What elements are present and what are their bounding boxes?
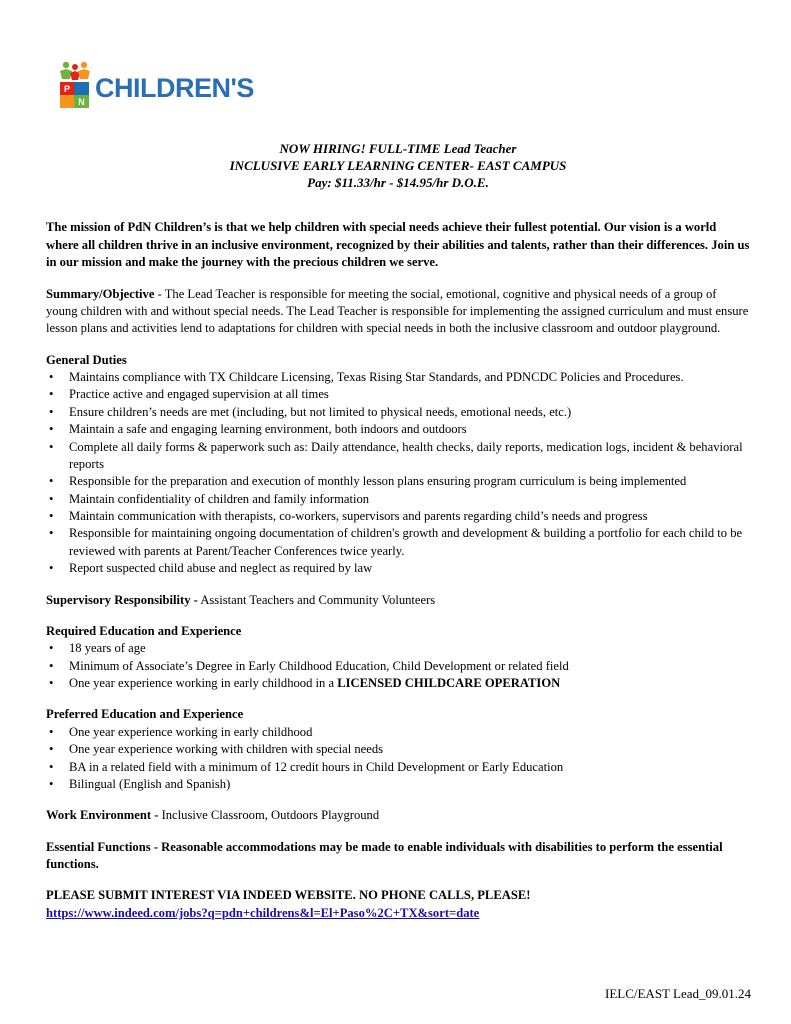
indeed-link[interactable]: https://www.indeed.com/jobs?q=pdn+childrens&l=El+Paso%2C+TX&sort=date [46,905,480,920]
supervisory-label: Supervisory Responsibility - [46,592,198,607]
list-item: • Maintain communication with therapists, co-workers, supervisors and parents regarding child’s needs and progress [46,508,750,525]
list-item: • Maintain a safe and engaging learning environment, both indoors and outdoors [46,421,750,438]
list-item: • Maintains compliance with TX Childcare Licensing, Texas Rising Star Standards, and PDNCDC Policies and Procedures. [46,369,750,386]
submit-instructions: PLEASE SUBMIT INTEREST VIA INDEED WEBSITE. NO PHONE CALLS, PLEASE! [46,888,531,903]
preferred-list [46,724,750,794]
list-item: • BA in a related field with a minimum of 12 credit hours in Child Development or Early Education [46,759,750,776]
required-list [46,640,750,692]
general-duties-list [46,369,750,578]
job-location: INCLUSIVE EARLY LEARNING CENTER- EAST CAMPUS [229,158,567,174]
job-pay: Pay: $11.33/hr - $14.95/hr D.O.E. [307,175,489,191]
list-item: • Practice active and engaged supervision at all times [46,386,750,403]
logo-text: CHILDREN'S [95,73,254,104]
required-section [46,623,750,693]
preferred-section [46,706,750,793]
logo-icon [58,60,92,110]
mission-statement: The mission of PdN Children’s is that we help children with special needs achieve their fullest potential. Our vision is a world where all children thrive in an inclusive environment, recognized by their abilities and talents, rather than their differences. Join us in our mission and make the journey with the precious children we serve. [46,220,750,270]
job-header [46,140,750,191]
logo [58,60,254,110]
list-item: • Maintain confidentiality of children and family information [46,491,750,508]
general-duties-title: General Duties [46,352,127,367]
job-title: NOW HIRING! FULL-TIME Lead Teacher [279,141,517,156]
required-item3-bold: LICENSED CHILDCARE OPERATION [337,676,561,691]
summary-objective [46,286,750,338]
svg-text:N: N [78,97,85,107]
document-body [46,140,750,922]
work-environment [46,807,750,824]
summary-label: Summary/Objective [46,286,155,301]
list-item: • Responsible for the preparation and execution of monthly lesson plans ensuring program curriculum is being implemented [46,473,750,490]
general-duties-section [46,352,750,578]
list-item [46,675,750,692]
list-item: • One year experience working with children with special needs [46,741,750,758]
required-title: Required Education and Experience [46,623,242,638]
list-item: • Report suspected child abuse and neglect as required by law [46,560,750,577]
submit-section [46,887,750,922]
work-env-label: Work Environment - [46,808,159,823]
document-footer: IELC/EAST Lead_09.01.24 [605,986,751,1001]
required-item3-text: One year experience working in early childhood in a [69,676,338,691]
supervisory-text: Assistant Teachers and Community Volunteers [197,592,436,607]
preferred-title: Preferred Education and Experience [46,707,244,722]
list-item: • Minimum of Associate’s Degree in Early Childhood Education, Child Development or related field [46,658,750,675]
list-item: • Complete all daily forms & paperwork such as: Daily attendance, health checks, daily reports, medication logs, incident & behavioral reports [46,439,750,474]
essential-functions: Essential Functions - Reasonable accommodations may be made to enable individuals with disabilities to perform the essential functions. [46,839,723,872]
list-item: • Responsible for maintaining ongoing documentation of children's growth and development & building a portfolio for each child to be reviewed with parents at Parent/Teacher Conferences twice yearly. [46,525,750,560]
list-item: • One year experience working in early childhood [46,724,750,741]
list-item: • 18 years of age [46,640,750,657]
supervisory-responsibility [46,592,750,609]
summary-text: - The Lead Teacher is responsible for meeting the social, emotional, cognitive and physical needs of a group of young children with and without special needs. The Lead Teacher is responsible for implementing the assigned curriculum and must ensure lesson plans and activities lend to adaptations for children with special needs in both the inclusive classroom and outdoor playground. [46,286,749,336]
svg-text:P: P [63,84,71,94]
list-item: • Ensure children’s needs are met (including, but not limited to physical needs, emotional needs, etc.) [46,404,750,421]
work-env-text: Inclusive Classroom, Outdoors Playground [158,808,380,823]
list-item: • Bilingual (English and Spanish) [46,776,750,793]
